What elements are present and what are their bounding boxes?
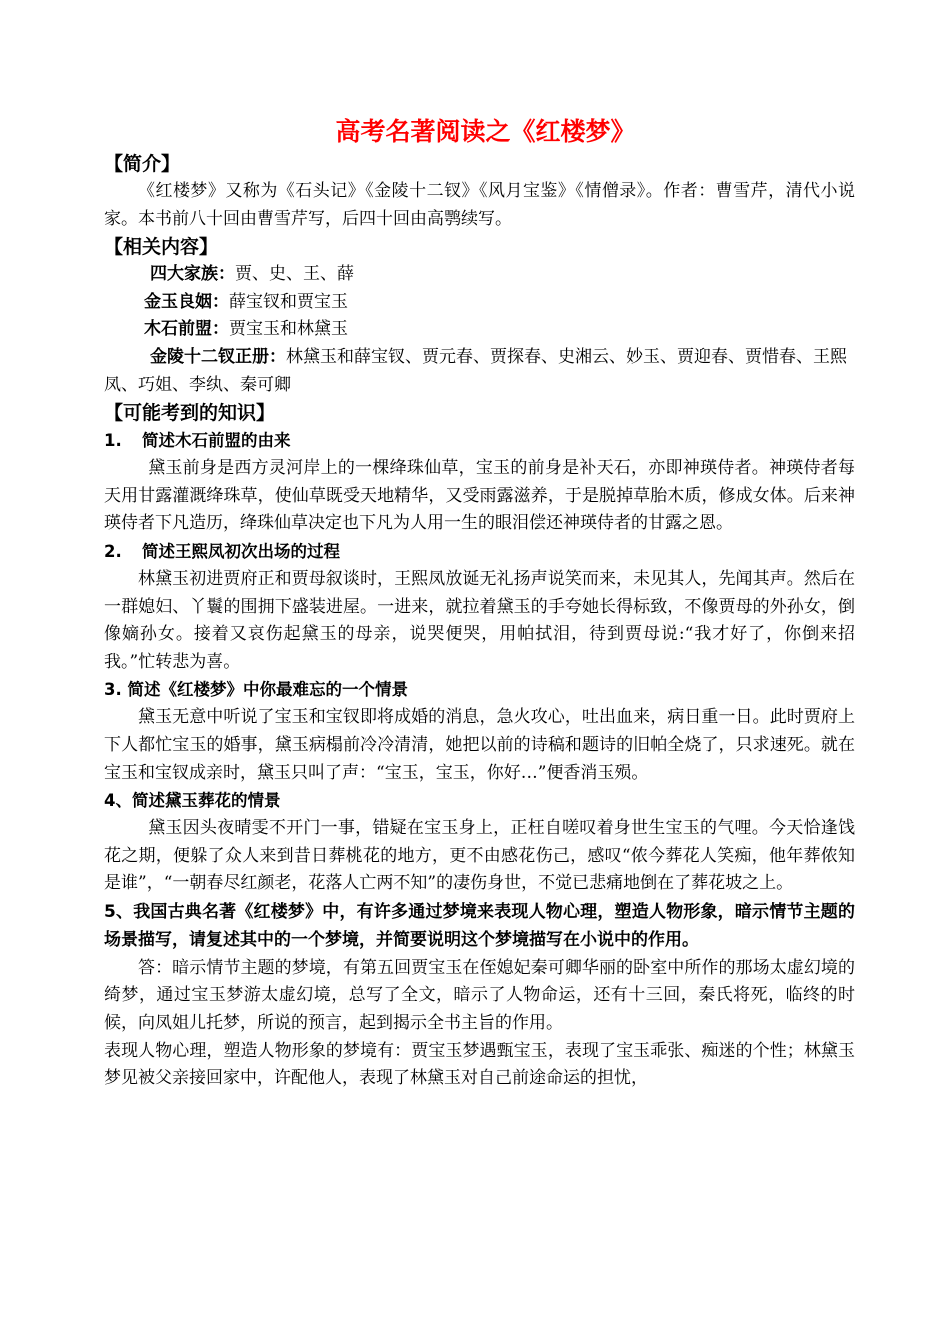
related-item-key: 金陵十二钗正册：: [150, 346, 286, 367]
question-1: [104, 427, 855, 455]
related-item-key: 木石前盟：: [144, 319, 229, 340]
related-item-twelve-beauties: [104, 344, 855, 399]
answer-2: 林黛玉初进贾府正和贾母叙谈时，王熙凤放诞无礼扬声说笑而来，未见其人，先闻其声。然后在一群媳妇、丫鬟的围拥下盛装进屋。一进来，就拉着黛玉的手夸她长得标致，不像贾母的外孙女，倒像嫡孙女。接着又哀伤起黛玉的母亲，说哭便哭，用帕拭泪，待到贾母说:“我才好了，你倒来招我。”忙转悲为喜。: [104, 568, 855, 672]
related-item-value: 贾、史、王、薛: [235, 264, 354, 285]
related-item-four-families: [104, 261, 855, 289]
related-item-key: 金玉良姻：: [144, 291, 229, 312]
answer-5: 答：暗示情节主题的梦境，有第五回贾宝玉在侄媳妃秦可卿华丽的卧室中所作的那场太虚幻境的绮梦，通过宝玉梦游太虚幻境，总写了全文，暗示了人物命运，还有十三回，秦氏将死，临终的时候，向凤姐儿托梦，所说的预言，起到揭示全书主旨的作用。: [104, 957, 855, 1034]
section-heading-knowledge: 【可能考到的知识】: [104, 402, 276, 425]
page-title: 高考名著阅读之《红楼梦》: [335, 117, 636, 146]
answer-1: 黛玉前身是西方灵河岸上的一棵绛珠仙草，宝玉的前身是补天石，亦即神瑛侍者。神瑛侍者每天用甘露灌溉绛珠草，使仙草既受天地精华，又受雨露滋养，于是脱掉草胎木质，修成女体。后来神瑛侍者下凡造历，绛珠仙草决定也下凡为人用一生的眼泪偿还神瑛侍者的甘露之恩。: [104, 458, 855, 534]
question-4: 4、简述黛玉葬花的情景: [104, 791, 281, 811]
answer-3: 黛玉无意中听说了宝玉和宝钗即将成婚的消息，急火攻心，吐出血来，病日重一日。此时贾府上下人都忙宝玉的婚事，黛玉病榻前冷冷清清，她把以前的诗稿和题诗的旧帕全烧了，只求速死。就在宝玉和宝钗成亲时，黛玉只叫了声：“宝玉，宝玉，你好…”便香消玉殒。: [104, 707, 855, 783]
related-item-value: 贾宝玉和林黛玉: [229, 319, 348, 340]
related-item-value: 林黛玉和薛宝钗、贾元春、贾探春、史湘云、妙玉、贾迎春、贾惜春、王熙凤、巧姐、李纨、秦可卿: [104, 346, 847, 395]
related-item-jinyu: [104, 289, 855, 317]
answer-4: 黛玉因头夜晴雯不开门一事，错疑在宝玉身上，正枉自嗟叹着身世生宝玉的气哩。今天恰逢饯花之期，便躲了众人来到昔日葬桃花的地方，更不由感花伤己，感叹“侬今葬花人笑痴，他年葬侬知是谁”，“一朝春尽红颜老，花落人亡两不知”的凄伤身世，不觉已悲痛地倒在了葬花坡之上。: [104, 818, 855, 894]
question-number: 2.: [104, 541, 122, 561]
question-5: 5、我国古典名著《红楼梦》中，有许多通过梦境来表现人物心理，塑造人物形象，暗示情节主题的场景描写，请复述其中的一个梦境，并简要说明这个梦境描写在小说中的作用。: [104, 901, 855, 951]
question-2: [104, 538, 855, 566]
question-3: 3. 简述《红楼梦》中你最难忘的一个情景: [104, 680, 408, 700]
question-number: 1.: [104, 431, 122, 451]
related-item-value: 薛宝钗和贾宝玉: [229, 291, 348, 312]
question-text: 简述王熙凤初次出场的过程: [142, 541, 340, 561]
related-item-mushi: [104, 316, 855, 344]
question-text: 简述木石前盟的由来: [142, 431, 291, 451]
section-heading-related: 【相关内容】: [104, 236, 219, 259]
section-heading-intro: 【简介】: [104, 153, 181, 175]
related-item-key: 四大家族：: [150, 264, 235, 285]
intro-paragraph: 《红楼梦》又称为《石头记》《金陵十二钗》《风月宝鉴》《情僧录》。作者：曹雪芹，清代小说家。本书前八十回由曹雪芹写，后四十回由高鹗续写。: [104, 181, 855, 229]
answer-5-continued: 表现人物心理，塑造人物形象的梦境有：贾宝玉梦遇甄宝玉，表现了宝玉乖张、痴迷的个性；林黛玉梦见被父亲接回家中，许配他人，表现了林黛玉对自己前途命运的担忧，: [104, 1040, 855, 1089]
